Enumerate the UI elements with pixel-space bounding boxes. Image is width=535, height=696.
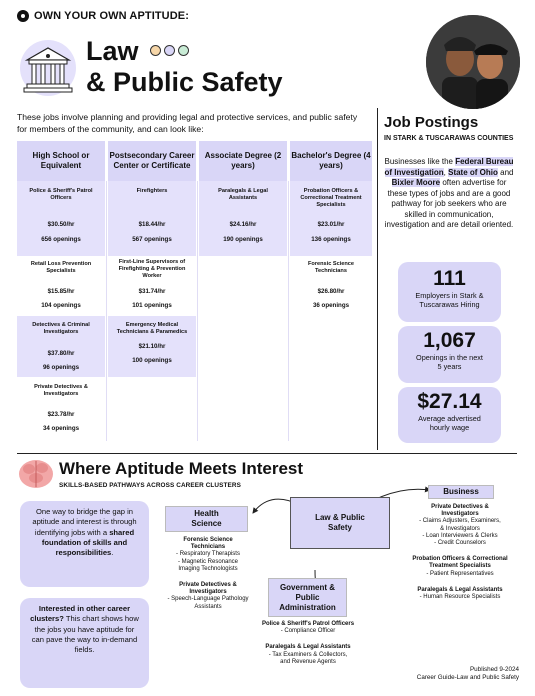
job-openings: 36 openings	[312, 302, 350, 309]
job-cell	[17, 181, 105, 256]
stat-number: 111	[433, 267, 466, 290]
job-openings: 567 openings	[132, 236, 172, 243]
job-cell	[199, 181, 287, 256]
job-wage: $23.01/hr	[317, 221, 345, 228]
job-wage: $24.16/hr	[229, 221, 257, 228]
job-cell	[108, 316, 196, 377]
job-wage: $37.80/hr	[47, 350, 75, 357]
job-cell	[108, 256, 196, 316]
job-wage: $23.78/hr	[47, 411, 75, 418]
cluster-business: Business	[428, 485, 494, 499]
job-cell	[108, 181, 196, 256]
brain-icon	[17, 458, 55, 490]
stat-label: Employers in Stark & Tuscarawas Hiring	[415, 291, 484, 309]
header-tag	[17, 10, 189, 22]
government-pathways: Police & Sheriff's Patrol Officers - Compliance Officer Paralegals & Legal Assistants - Tax Examiners & Collectors, and Revenue Agents	[261, 621, 355, 665]
job-cell	[17, 256, 105, 316]
target-icon	[17, 10, 29, 22]
job-cell	[17, 316, 105, 377]
job-title: First-Line Supervisors of Firefighting & Prevention Worker	[118, 259, 186, 279]
stat-number: 1,067	[423, 329, 476, 352]
column-header-highschool: High School or Equivalent	[17, 141, 105, 181]
job-title: Paralegals & Legal Assistants	[218, 188, 268, 201]
job-wage: $15.85/hr	[47, 288, 75, 295]
job-openings: 100 openings	[132, 357, 172, 364]
page-title-line2: & Public Safety	[86, 67, 283, 97]
job-openings: 96 openings	[42, 364, 80, 371]
stat-label: Average advertised hourly wage	[418, 414, 481, 432]
health-pathways: Forensic Science Technicians - Respiratory Therapists - Magnetic Resonance Imaging Technologists Private Detectives & Investigators - Speech-Language Pathology Assistants	[167, 537, 249, 610]
cluster-law-public-safety: Law & Public Safety	[290, 497, 390, 549]
intro-text: These jobs involve planning and providing legal and protective services, and public safety for members of the community, and can look like:	[17, 112, 358, 134]
footer-published: Published 9-2024	[469, 666, 519, 673]
job-openings: 101 openings	[132, 302, 172, 309]
job-wage: $31.74/hr	[138, 288, 166, 295]
job-wage: $30.50/hr	[47, 221, 75, 228]
stat-label: Openings in the next 5 years	[416, 353, 483, 371]
job-wage: $18.44/hr	[138, 221, 166, 228]
business-pathways: Private Detectives & Investigators - Claims Adjusters, Examiners, & Investigators - Loan Interviewers & Clerks - Credit Counselors Probation Officers & Correctional Treatment Specialists - Patient Representatives Paralegals & Legal Assistants - Human Resource Specialists	[412, 504, 508, 601]
officers-photo	[426, 15, 520, 109]
job-openings: 656 openings	[41, 236, 81, 243]
column-divider	[197, 181, 198, 441]
vertical-divider	[377, 108, 378, 450]
job-postings-title: Job Postings	[384, 114, 479, 131]
job-wage: $21.10/hr	[138, 343, 166, 350]
stat-number: $27.14	[417, 390, 482, 413]
job-cell	[290, 181, 372, 256]
job-cell	[290, 256, 372, 316]
job-title: Emergency Medical Technicians & Paramedics	[116, 322, 188, 335]
info-box-bridge: One way to bridge the gap in aptitude and interest is through identifying jobs with a shared foundation of skills and responsibilities.	[20, 501, 149, 587]
job-title: Retail Loss Prevention Specialists	[30, 261, 92, 274]
header-tag-text: OWN YOUR OWN APTITUDE:	[34, 10, 189, 22]
job-title: Private Detectives & Investigators	[34, 384, 88, 397]
horizontal-divider	[17, 453, 517, 454]
job-title: Police & Sheriff's Patrol Officers	[29, 188, 93, 201]
section-title: Where Aptitude Meets Interest	[59, 459, 304, 478]
employer-name: State of Ohio	[448, 167, 498, 177]
column-divider	[106, 181, 107, 441]
stat-employers	[398, 262, 501, 322]
job-postings-subtitle: IN STARK & TUSCARAWAS COUNTIES	[384, 135, 514, 142]
employer-name: Federal Bureau of Investigation	[384, 157, 514, 177]
job-openings: 136 openings	[311, 236, 351, 243]
column-divider	[288, 181, 289, 441]
page-title-line1: Law	[86, 36, 139, 66]
job-title: Detectives & Criminal Investigators	[32, 322, 90, 335]
job-openings: 104 openings	[41, 302, 81, 309]
stat-openings	[398, 326, 501, 383]
courthouse-icon	[17, 34, 79, 100]
column-header-postsecondary: Postsecondary Career Center or Certificate	[108, 141, 196, 181]
job-openings: 34 openings	[42, 425, 80, 432]
section-subtitle: SKILLS-BASED PATHWAYS ACROSS CAREER CLUSTERS	[59, 482, 241, 489]
job-title: Firefighters	[136, 188, 168, 194]
job-cell	[17, 377, 105, 441]
job-openings: 190 openings	[223, 236, 263, 243]
employer-name: Bixler Moore	[391, 178, 441, 187]
info-box-clusters: Interested in other career clusters? This chart shows how the jobs you have aptitude for can pave the way to in-demand fields.	[20, 598, 149, 688]
column-header-bachelor: Bachelor's Degree (4 years)	[290, 141, 372, 181]
column-header-associate: Associate Degree (2 years)	[199, 141, 287, 181]
stat-wage	[398, 387, 501, 443]
cluster-health-science: Health Science	[165, 506, 248, 532]
footer	[417, 666, 519, 682]
cluster-government: Government & Public Administration	[268, 578, 347, 617]
decor-circles	[150, 45, 189, 56]
footer-guide: Career Guide-Law and Public Safety	[416, 674, 519, 681]
job-title: Probation Officers & Correctional Treatment Specialists	[300, 188, 362, 208]
job-title: Forensic Science Technicians	[307, 261, 354, 274]
job-wage: $26.80/hr	[317, 288, 345, 295]
job-postings-text: Businesses like the Federal Bureau of Investigation, State of Ohio and Bixler Moore often advertise for these types of jobs and are a good pathway for job seekers who are skilled in communication, investigation and are detail oriented.	[384, 157, 514, 229]
